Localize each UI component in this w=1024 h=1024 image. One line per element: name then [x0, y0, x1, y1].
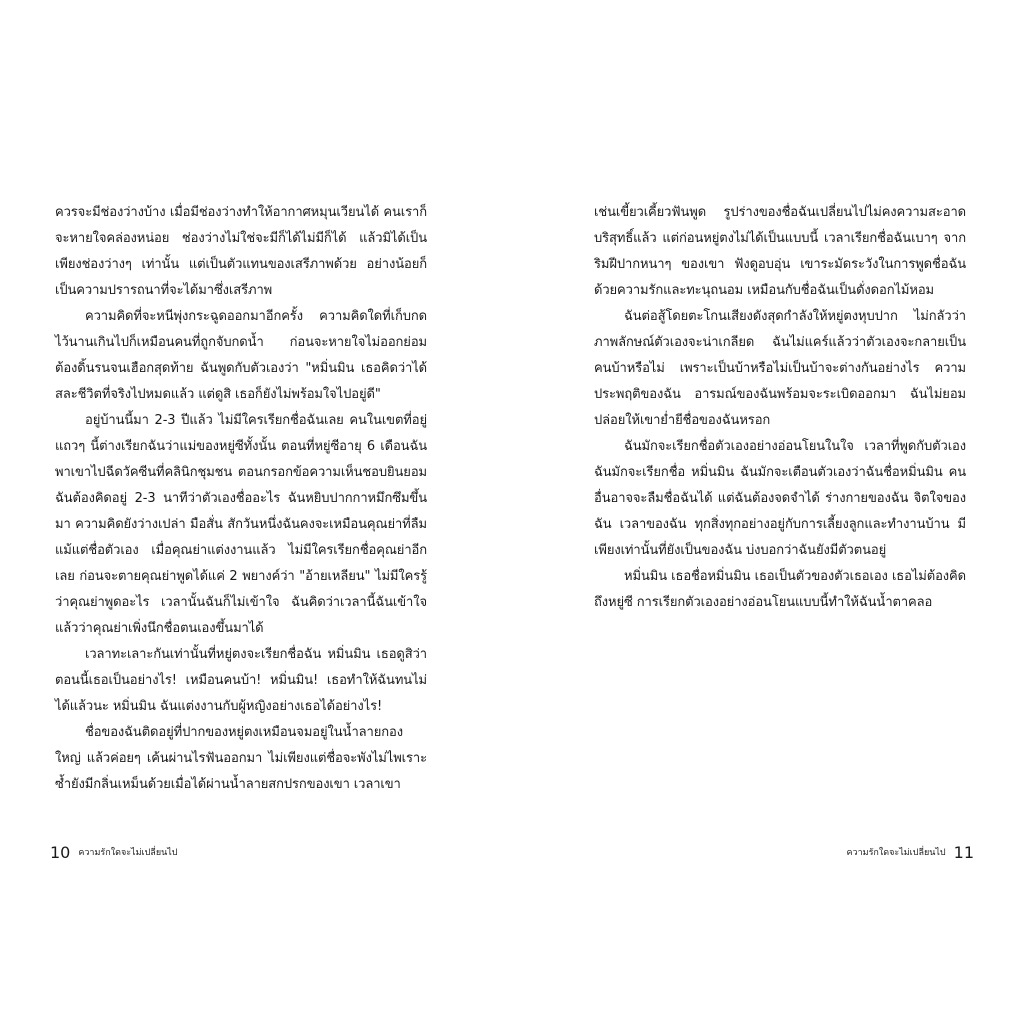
left-paragraph-1: ควรจะมีช่องว่างบ้าง เมื่อมีช่องว่างทำให้อากาศหมุนเวียนได้ คนเราก็จะหายใจคล่องหน่อย ช่องว่างไม่ใช่จะมีก็ได้ไม่มีก็ได้ แล้วมิได้เป็นเพียงช่องว่างๆ เท่านั้น แต่เป็นตัวแทนของเสรีภาพด้วย อย่างน้อยก็เป็นความปรารถนาที่จะได้มาซึ่งเสรีภาพ: [55, 205, 427, 298]
right-page-number: 11: [953, 842, 974, 862]
left-footer-title: ความรักใดจะไม่เปลี่ยนไป: [78, 848, 178, 858]
right-footer: [847, 840, 974, 864]
right-paragraph-1: เช่นเขี้ยวเคี้ยวฟันพูด รูปร่างของชื่อฉันเปลี่ยนไปไม่คงความสะอาดบริสุทธิ์แล้ว แต่ก่อนหยู่ตงไม่ได้เป็นแบบนี้ เวลาเรียกชื่อฉันเบาๆ จากริมฝีปากหนาๆ ของเขา ฟังดูอบอุ่น เขาระมัดระวังในการพูดชื่อฉันด้วยความรักและทะนุถนอม เหมือนกับชื่อฉันเป็นดั่งดอกไม้หอม: [594, 205, 966, 298]
right-footer-title: ความรักใดจะไม่เปลี่ยนไป: [846, 848, 946, 858]
right-paragraph-4: หมิ่นมิน เธอชื่อหมิ่นมิน เธอเป็นตัวของตัวเธอเอง เธอไม่ต้องคิดถึงหยู่ซี การเรียกตัวเองอย่างอ่อนโยนแบบนี้ทำให้ฉันน้ำตาคลอ: [594, 569, 966, 610]
right-paragraph-3: ฉันมักจะเรียกชื่อตัวเองอย่างอ่อนโยนในใจ เวลาที่พูดกับตัวเองฉันมักจะเรียกชื่อ หมิ่นมิน ฉันมักจะเตือนตัวเองว่าฉันชื่อหมิ่นมิน คนอื่นอาจจะลืมชื่อฉันได้ แต่ฉันต้องจดจำได้ ร่างกายของฉัน จิตใจของฉัน เวลาของฉัน ทุกสิ่งทุกอย่างอยู่กับการเลี้ยงลูกและทำงานบ้าน มีเพียงเท่านั้นที่ยังเป็นของฉัน บ่งบอกว่าฉันยังมีตัวตนอยู่: [594, 439, 966, 558]
left-page: [55, 200, 427, 798]
left-paragraph-2: ความคิดที่จะหนีพุ่งกระฉูดออกมาอีกครั้ง ความคิดใดที่เก็บกดไว้นานเกินไปก็เหมือนคนที่ถูกจับกดน้ำ ก่อนจะหายใจไม่ออกย่อมต้องดิ้นรนจนเฮือกสุดท้าย ฉันพูดกับตัวเองว่า "หมิ่นมิน เธอคิดว่าได้สละชีวิตที่จริงไปหมดแล้ว แต่ดูสิ เธอก็ยังไม่พร้อมใจไปอยู่ดี": [55, 309, 427, 402]
left-footer: [50, 840, 177, 864]
right-paragraph-2: ฉันต่อสู้โดยตะโกนเสียงดังสุดกำลังให้หยู่ตงหุบปาก ไม่กลัวว่าภาพลักษณ์ตัวเองจะน่าเกลียด ฉันไม่แคร์แล้วว่าตัวเองจะกลายเป็นคนบ้าหรือไม่ เพราะเป็นบ้าหรือไม่เป็นบ้าจะต่างกันอย่างไร ความประพฤติของฉัน อารมณ์ของฉันพร้อมจะระเบิดออกมา ฉันไม่ยอมปล่อยให้เขาย่ำยีชื่อของฉันหรอก: [594, 309, 966, 428]
left-paragraph-4: เวลาทะเลาะกันเท่านั้นที่หยู่ตงจะเรียกชื่อฉัน หมิ่นมิน เธอดูสิว่าตอนนี้เธอเป็นอย่างไร! เหมือนคนบ้า! หมิ่นมิน! เธอทำให้ฉันทนไม่ได้แล้วนะ หมิ่นมิน ฉันแต่งงานกับผู้หญิงอย่างเธอได้อย่างไร!: [55, 647, 427, 714]
left-page-number: 10: [50, 842, 71, 862]
right-page: [594, 200, 966, 616]
left-paragraph-3: อยู่บ้านนี้มา 2-3 ปีแล้ว ไม่มีใครเรียกชื่อฉันเลย คนในเขตที่อยู่แถวๆ นี้ต่างเรียกฉันว่าแม่ของหยู่ซีทั้งนั้น ตอนที่หยู่ซีอายุ 6 เดือนฉันพาเขาไปฉีดวัคซีนที่คลินิกชุมชน ตอนกรอกข้อความเห็นชอบยินยอม ฉันต้องคิดอยู่ 2-3 นาทีว่าตัวเองชื่ออะไร ฉันหยิบปากกาหมึกซึมขึ้นมา ความคิดยังว่างเปล่า มือสั่น สักวันหนึ่งฉันคงจะเหมือนคุณย่าที่ลืมแม้แต่ชื่อตัวเอง เมื่อคุณย่าแต่งงานแล้ว ไม่มีใครเรียกชื่อคุณย่าอีกเลย ก่อนจะตายคุณย่าพูดได้แค่ 2 พยางค์ว่า "อ้ายเหลียน" ไม่มีใครรู้ว่าคุณย่าพูดอะไร เวลานั้นฉันก็ไม่เข้าใจ ฉันคิดว่าเวลานี้ฉันเข้าใจแล้วว่าคุณย่าเพิ่งนึกชื่อตนเองขึ้นมาได้: [55, 413, 427, 636]
left-paragraph-5: ชื่อของฉันติดอยู่ที่ปากของหยู่ตงเหมือนจมอยู่ในน้ำลายกองใหญ่ แล้วค่อยๆ เค้นผ่านไรฟันออกมา ไม่เพียงแต่ชื่อจะพังไม่ไพเราะ ซ้ำยังมีกลิ่นเหม็นด้วยเมื่อได้ผ่านน้ำลายสกปรกของเขา เวลาเขา: [55, 725, 427, 792]
